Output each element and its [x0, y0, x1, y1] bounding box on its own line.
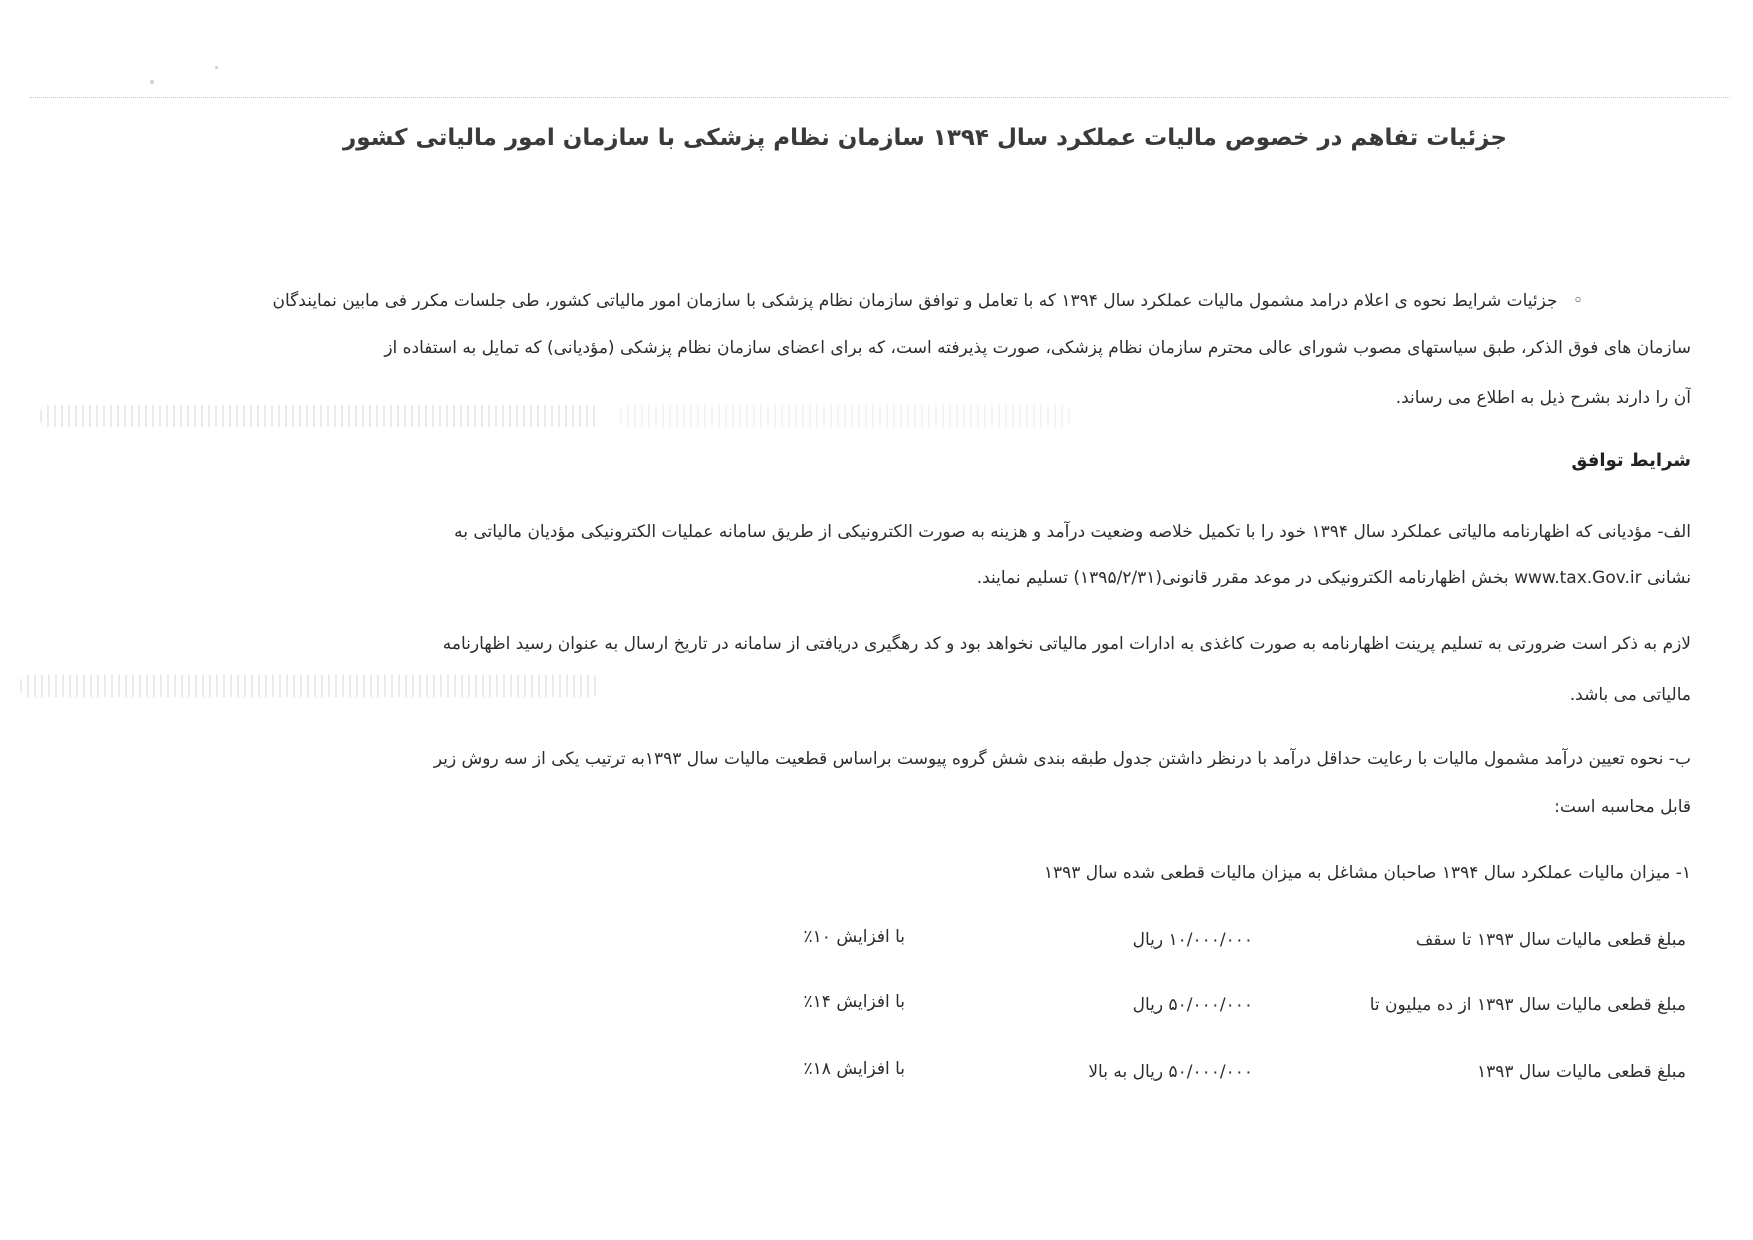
para-be-line-1: ب- نحوه تعیین درآمد مشمول مالیات با رعایت حداقل درآمد با درنظر داشتن جدول طبقه بندی شش گروه پیوست براساس قطعیت مالیات سال ۱۳۹۳به ترتیب یکی از سه روش زیر	[433, 749, 1691, 769]
intro-text: جزئیات شرایط نحوه ی اعلام درامد مشمول مالیات عملکرد سال ۱۳۹۴ که با تعامل و توافق سازمان نظام پزشکی با سازمان امور مالیاتی کشور، طی جلسات مکرر فی مابین نمایندگان	[272, 291, 1558, 311]
tier-condition: مبلغ قطعی مالیات سال ۱۳۹۳ از ده میلیون تا	[1369, 995, 1686, 1015]
conditions-heading: شرایط توافق	[1571, 450, 1691, 471]
tier-increase: با افزایش ۱۸٪	[803, 1059, 905, 1079]
scan-speck	[215, 66, 218, 69]
tier-increase: با افزایش ۱۴٪	[803, 992, 905, 1012]
para-note-line-2: مالیاتی می باشد.	[1569, 685, 1691, 705]
tier-amount: ۵۰/۰۰۰/۰۰۰ ریال	[1132, 995, 1253, 1015]
tier-amount: ۵۰/۰۰۰/۰۰۰ ریال به بالا	[1088, 1062, 1253, 1082]
method-1: ۱- میزان مالیات عملکرد سال ۱۳۹۴ صاحبان مشاغل به میزان مالیات قطعی شده سال ۱۳۹۳	[1043, 863, 1691, 883]
tier-increase: با افزایش ۱۰٪	[803, 927, 905, 947]
bullet-marker: ◦	[1572, 291, 1583, 311]
para-alef-line-2: نشانی www.tax.Gov.ir بخش اظهارنامه الکترونیکی در موعد مقرر قانونی(۱۳۹۵/۲/۳۱) تسلیم نمایند.	[976, 568, 1691, 588]
intro-line-1	[163, 286, 1583, 316]
header-dotted-rule	[30, 97, 1730, 98]
para-be-line-2: قابل محاسبه است:	[1554, 797, 1691, 817]
page-title: جزئیات تفاهم در خصوص مالیات عملکرد سال ۱۳۹۴ سازمان نظام پزشکی با سازمان امور مالیاتی کشور	[343, 125, 1507, 151]
para-alef-line-1: الف- مؤدیانی که اظهارنامه مالیاتی عملکرد سال ۱۳۹۴ خود را با تکمیل خلاصه وضعیت درآمد و هزینه به صورت الکترونیکی از طریق سامانه عملیات الکترونیکی مؤدیان مالیاتی به	[454, 522, 1691, 542]
tier-condition: مبلغ قطعی مالیات سال ۱۳۹۳	[1476, 1062, 1686, 1082]
intro-line-2: سازمان های فوق الذکر، طبق سیاستهای مصوب شورای عالی محترم سازمان نظام پزشکی، صورت پذیرفته است، که برای اعضای سازمان نظام پزشکی (مؤدیانی) که تمایل به استفاده از	[384, 338, 1691, 358]
intro-line-3: آن را دارند بشرح ذیل به اطلاع می رساند.	[1395, 388, 1691, 408]
scan-speck	[150, 80, 154, 84]
tier-amount: ۱۰/۰۰۰/۰۰۰ ریال	[1132, 930, 1253, 950]
tier-condition: مبلغ قطعی مالیات سال ۱۳۹۳ تا سقف	[1415, 930, 1686, 950]
para-note-line-1: لازم به ذکر است ضرورتی به تسلیم پرینت اظهارنامه به صورت کاغذی به ادارات امور مالیاتی نخواهد بود و کد رهگیری دریافتی از سامانه در تاریخ ارسال به عنوان رسید اظهارنامه	[442, 634, 1691, 654]
